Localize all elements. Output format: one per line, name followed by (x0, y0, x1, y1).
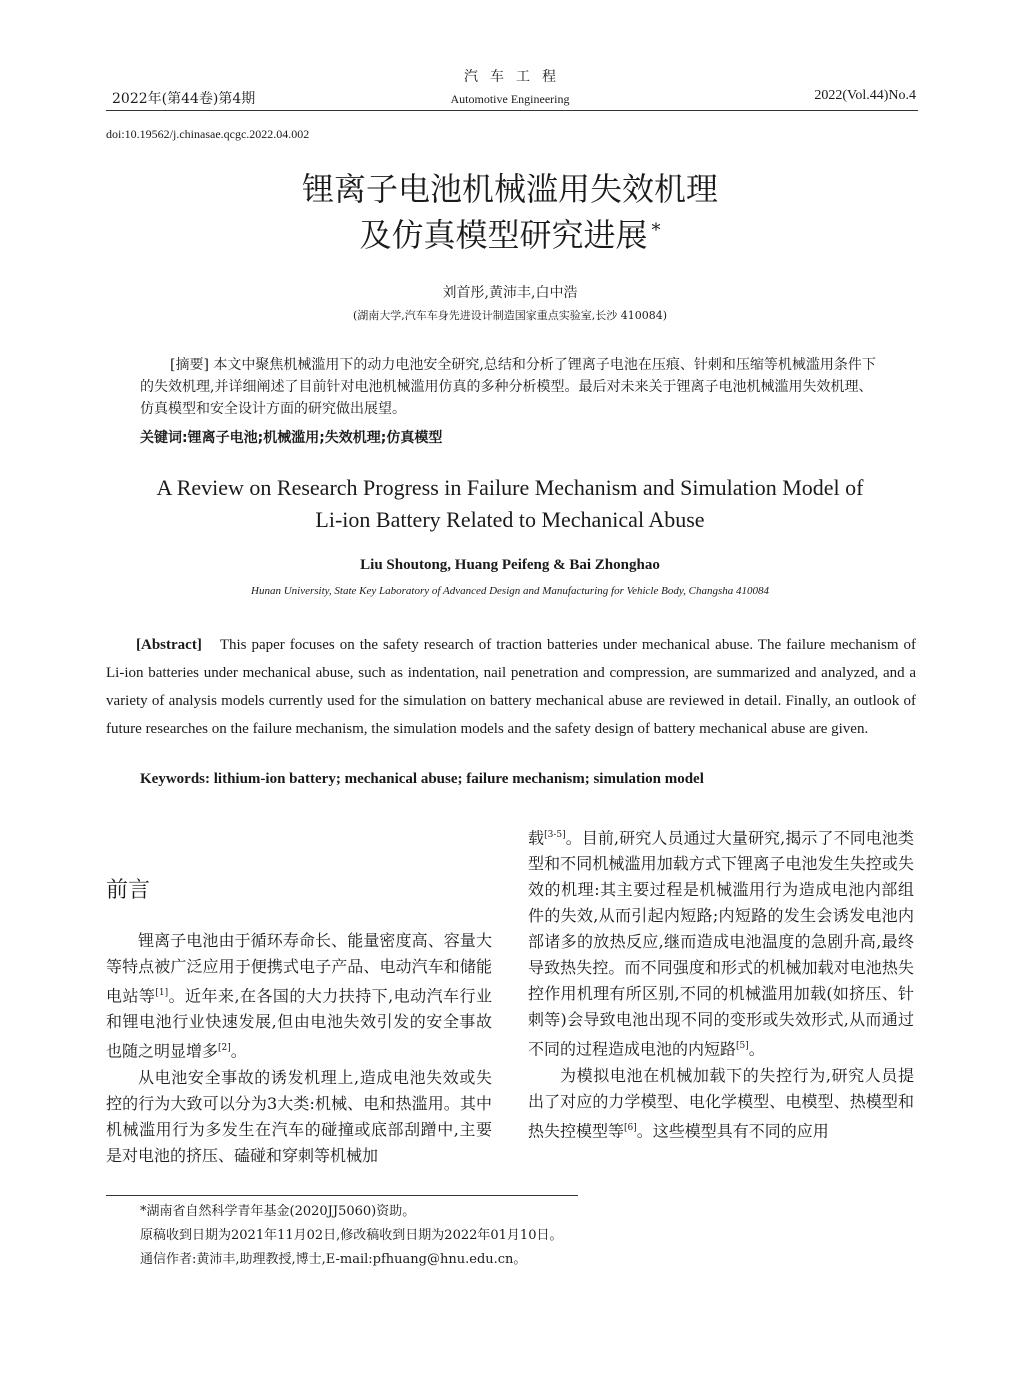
authors-en: Liu Shoutong, Huang Peifeng & Bai Zhonghao (360, 557, 660, 573)
doi: doi:10.19562/j.chinasae.qcgc.2022.04.002 (106, 127, 310, 141)
affiliation-cn: (湖南大学,汽车车身先进设计制造国家重点实验室,长沙 410084) (352, 309, 668, 322)
footnote-contact: 通信作者:黄沛丰,助理教授,博士,E-mail:pfhuang@hnu.edu.cn。 (140, 1252, 527, 1267)
paragraph: 锂离子电池由于循环寿命长、能量密度高、容量大等特点被广泛应用于便携式电子产品、电动汽车和储能电站等[1]。近年来,在各国的大力扶持下,电动汽车行业和锂电池行业快速发展,但由电池失效引发的安全事故也随之明显增多[2]。 (106, 931, 492, 1061)
citation: [3-5] (544, 830, 566, 840)
abstract-en (106, 631, 916, 743)
section-heading: 前言 (106, 878, 151, 903)
citation: [5] (736, 1041, 749, 1052)
footnote-divider (106, 1195, 578, 1196)
authors-cn: 刘首彤,黄沛丰,白中浩 (442, 285, 578, 301)
title-cn-line2: 及仿真模型研究进展 * (359, 216, 661, 254)
abstract-en-text: This paper focuses on the safety research of traction batteries under mechanical abuse. The failure mechanism of Li-ion batteries under mechanical abuse, such as indentation, nail penetration and compression, are summarized and analyzed, and a variety of analysis models currently used for the simulation on battery mechanical abuse are reviewed in detail. Finally, an outlook of future researches on the failure mechanism, the simulation models and the safety design of battery mechanical abuse are given. (106, 637, 916, 737)
title-footnote-mark: * (651, 220, 661, 241)
paragraph: 为模拟电池在机械加载下的失控行为,研究人员提出了对应的力学模型、电化学模型、电模型、热模型和热失控模型等[6]。这些模型具有不同的应用 (528, 1065, 914, 1140)
title-en (0, 472, 1020, 536)
keywords-en-text: lithium-ion battery; mechanical abuse; failure mechanism; simulation model (213, 771, 704, 787)
keywords-en (140, 771, 920, 788)
paragraph: 从电池安全事故的诱发机理上,造成电池失效或失控的行为大致可以分为3大类:机械、电和热滥用。其中机械滥用行为多发生在汽车的碰撞或底部刮蹭中,主要是对电池的挤压、磕碰和穿刺等机械加 (106, 1067, 492, 1165)
title-cn (0, 166, 1020, 258)
citation: [6] (624, 1122, 637, 1133)
body-column-right (528, 822, 914, 1144)
footnote-fund: *湖南省自然科学青年基金(2020JJ5060)资助。 (140, 1204, 416, 1219)
journal-name-en: Automotive Engineering (450, 92, 570, 106)
keywords-cn: 关键词:锂离子电池;机械滥用;失效机理;仿真模型 (140, 430, 443, 446)
citation: [2] (218, 1043, 231, 1054)
title-en-line1: A Review on Research Progress in Failure Mechanism and Simulation Model of (156, 475, 864, 500)
footnotes (140, 1200, 840, 1272)
journal-name-cn: 汽车工程 (464, 69, 568, 85)
title-en-line2: Li-ion Battery Related to Mechanical Abuse (315, 507, 705, 532)
body-column-left (106, 928, 492, 1169)
issue-info-en: 2022(Vol.44)No.4 (814, 88, 916, 103)
keywords-en-label: Keywords: (140, 771, 210, 787)
footnote-dates: 原稿收到日期为2021年11月02日,修改稿收到日期为2022年01月10日。 (140, 1228, 563, 1243)
affiliation-en: Hunan University, State Key Laboratory of Advanced Design and Manufacturing for Vehicle Body, Changsha 410084 (251, 585, 769, 597)
issue-info-cn: 2022年(第44卷)第4期 (112, 91, 256, 107)
header-divider (106, 110, 918, 111)
abstract-en-label: [Abstract] (136, 637, 202, 653)
title-cn-line1: 锂离子电池机械滥用失效机理 (301, 170, 718, 208)
abstract-cn: [摘要] 本文中聚焦机械滥用下的动力电池安全研究,总结和分析了锂离子电池在压痕、针刺和压缩等机械滥用条件下的失效机理,并详细阐述了目前针对电池机械滥用仿真的多种分析模型。最后对未来关于锂离子电池机械滥用失效机理、仿真模型和安全设计方面的研究做出展望。 (140, 357, 876, 417)
citation: [1] (155, 988, 169, 998)
paragraph: 载[3-5]。目前,研究人员通过大量研究,揭示了不同电池类型和不同机械滥用加载方式下锂离子电池发生失控或失效的机理:其主要过程是机械滥用行为造成电池内部组件的失效,从而引起内短路;内短路的发生会诱发电池内部诸多的放热反应,继而造成电池温度的急剧升高,最终导致热失控。而不同强度和形式的机械加载对电池热失控作用机理有所区别,不同的机械滥用加载(如挤压、针刺等)会导致电池出现不同的变形或失效形式,从而通过不同的过程造成电池的内短路[5]。 (528, 828, 914, 1059)
